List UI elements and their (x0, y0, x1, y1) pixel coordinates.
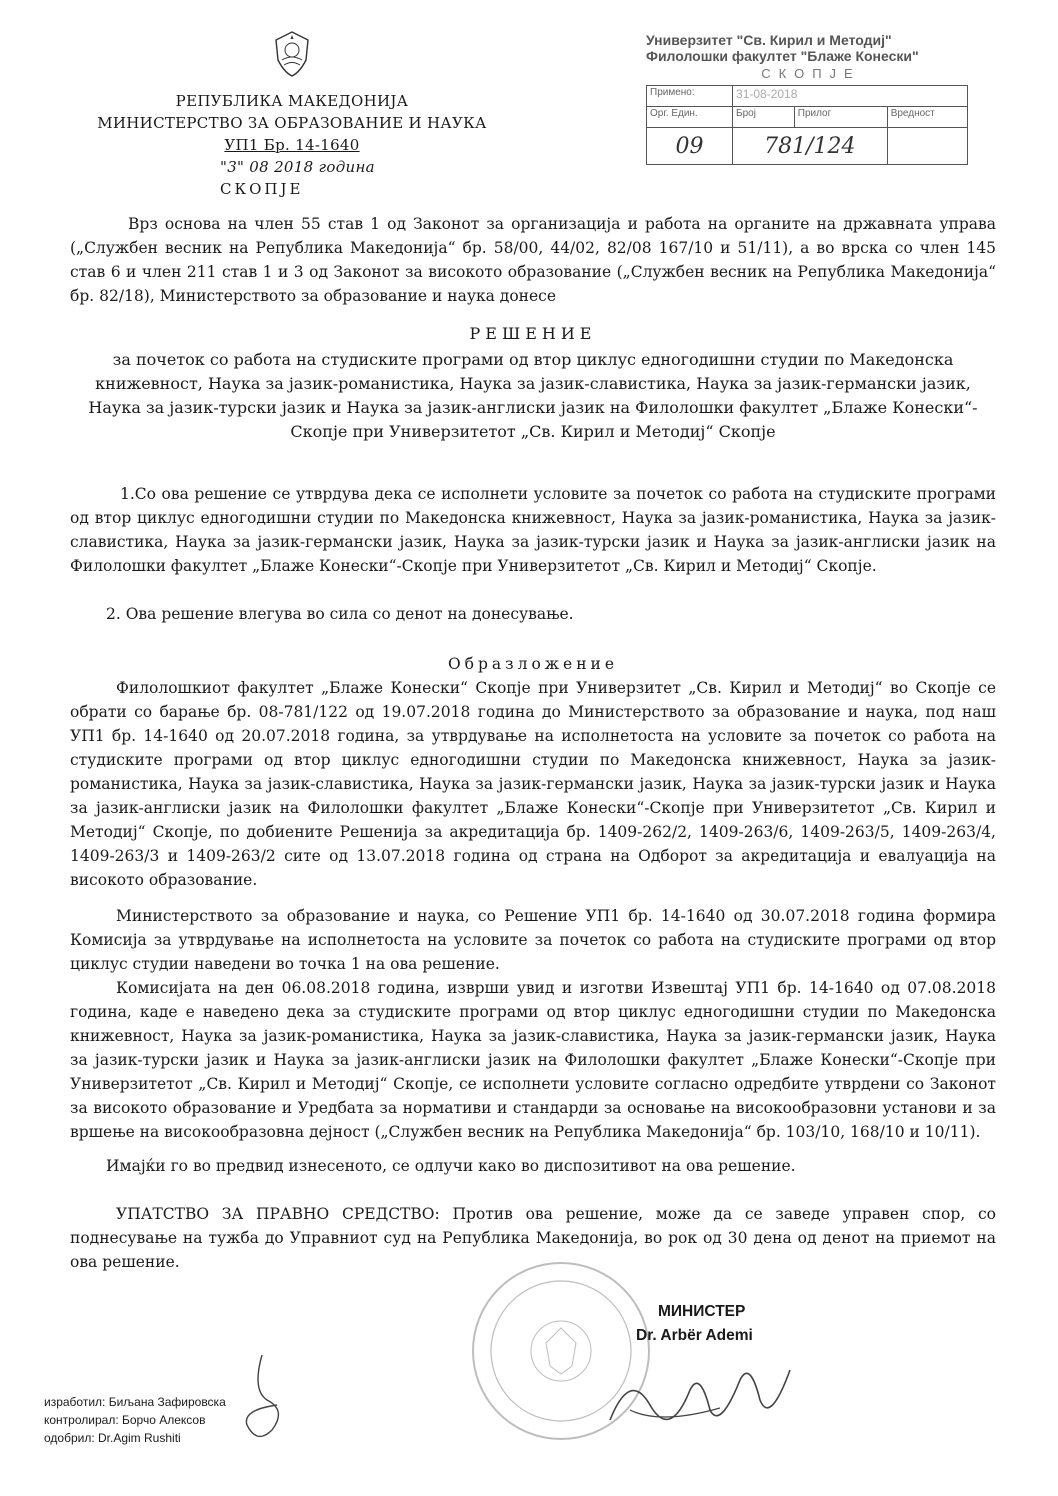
receipt-stamp (646, 32, 976, 165)
credit-prepared: изработил: Биљана Зафировска (44, 1395, 226, 1409)
stamp-col-attachment: Прилог (794, 107, 887, 128)
stamp-col-unit: Орг. Един. (647, 107, 733, 128)
decision-subtitle: за почеток со работа на студиските програми од втор циклус едногодишни студии по Македонска книжевност, Наука за јазик-романистика, Наука за јазик-славистика, Наука за јазик-германски јазик, Наука за јазик-турски јазик и Наука за јазик-англиски јазик на Филолошки факултет „Блаже Конески“-Скопје при Универзитетот „Св. Кирил и Методиј“ Скопје (88, 350, 978, 441)
document-credits (44, 1393, 226, 1447)
signer-name: Dr. Arbër Ademi (636, 1327, 753, 1344)
stamp-col-number: Број (733, 107, 795, 128)
credit-approved: одобрил: Dr.Agim Rushiti (44, 1431, 181, 1445)
minister-signature-icon (600, 1350, 800, 1440)
stamp-hand-unit: 09 (647, 128, 733, 165)
reasoning-title: Образложение (447, 655, 619, 673)
initials-signature-icon (232, 1350, 302, 1450)
signature-block (636, 1300, 753, 1348)
reasoning-paragraph-2: Министерството за образование и наука, со Решение УП1 бр. 14-1640 од 30.07.2018 година формира Комисија за утврдување на исполнетоста на условите за почеток со работа на студиските програми од втор циклус студии наведени во точка 1 на ова решение. (70, 907, 996, 973)
coat-of-arms-icon (272, 30, 312, 78)
city-name: СКОПЈЕ (220, 180, 304, 198)
reasoning-paragraph-4: Имајќи го во предвид изнесеното, се одлучи како во диспозитивот на ова решение. (106, 1157, 796, 1175)
reference-number: УП1 Бр. 14-1640 (224, 136, 360, 154)
stamp-faculty: Филолошки факултет "Блаже Конески" (646, 48, 919, 64)
intro-paragraph: Врз основа на член 55 став 1 од Законот за организација и работа на органите на државната управа („Службен весник на Република Македонија“ бр. 58/00, 44/02, 82/08 167/10 и 51/11), а во врска со член 145 став 6 и член 211 став 1 и 3 од Законот за високото образование („Службен весник на Република Македонија“ бр. 82/18), Министерството за образование и наука донесе (70, 215, 996, 305)
stamp-received-value: 31-08-2018 (733, 86, 968, 107)
signer-role: МИНИСТЕР (658, 1303, 746, 1320)
stamp-university: Универзитет "Св. Кирил и Методиј" (646, 32, 892, 48)
legal-remedy: УПАТСТВО ЗА ПРАВНО СРЕДСТВО: Против ова решение, може да се заведе управен спор, со поднесување на тужба до Управниот суд на Република Македонија, во рок од 30 дена од денот на приемот на ова решение. (70, 1205, 996, 1271)
decision-title: РЕШЕНИЕ (469, 324, 597, 343)
country-name: РЕПУБЛИКА МАКЕДОНИЈА (175, 92, 409, 110)
decision-point-1: 1.Со ова решение се утврдува дека се исполнети условите за почеток со работа на студиските програми од втор циклус едногодишни студии по Македонска книжевност, Наука за јазик-романистика, Наука за јазик-славистика, Наука за јазик-германски јазик, Наука за јазик-турски јазик и Наука за јазик-англиски јазик на Филолошки факултет „Блаже Конески“-Скопје при Универзитетот „Св. Кирил и Методиј“ Скопје. (70, 485, 996, 575)
ministry-name: МИНИСТЕРСТВО ЗА ОБРАЗОВАНИЕ И НАУКА (97, 114, 487, 132)
stamp-hand-number: 781/124 (733, 128, 888, 165)
decision-point-2: 2. Ова решение влегува во сила со денот на донесување. (106, 605, 574, 623)
reasoning-paragraph-1: Филолошкиот факултет „Блаже Конески“ Скопје при Универзитет „Св. Кирил и Методиј“ во Скопје се обрати со барање бр. 08-781/122 од 19.07.2018 година до Министерството за образование и наука, под наш УП1 бр. 14-1640 од 20.07.2018 година, за утврдување на исполнетоста на условите за почеток со работа на студиските програми од втор циклус едногодишни студии по Македонска книжевност, Наука за јазик-романистика, Наука за јазик-славистика, Наука за јазик-германски јазик, Наука за јазик-турски јазик и Наука за јазик-англиски јазик на Филолошки факултет „Блаже Конески“-Скопје при Универзитетот „Св. Кирил и Методиј“ Скопје, по добиените Решенија за акредитација бр. 1409-262/2, 1409-263/6, 1409-263/5, 1409-263/4, 1409-263/3 и 1409-263/2 сите од 13.07.2018 година од страна на Одборот за акредитација и евалуација на високото образование. (70, 679, 996, 889)
stamp-table (646, 85, 968, 165)
document-header (92, 30, 492, 200)
reasoning-paragraph-3: Комисијата на ден 06.08.2018 година, изврши увид и изготви Извештај УП1 бр. 14-1640 од 07.08.2018 година, каде е наведено дека за студиските програми од втор циклус едногодишни студии по Македонска книжевност, Наука за јазик-романистика, Наука за јазик-славистика, Наука за јазик-германски јазик, Наука за јазик-турски јазик и Наука за јазик-англиски јазик на Филолошки факултет „Блаже Конески“-Скопје при Универзитетот „Св. Кирил и Методиј“ Скопје, се исполнети условите согласно одредбите утврдени со Законот за високото образование и Уредбата за нормативи и стандарди за основање на високообразовни установи и за вршење на високообразовна дејност („Службен весник на Република Македонија“ бр. 103/10, 168/10 и 10/11). (70, 979, 996, 1141)
stamp-col-value: Вредност (887, 107, 967, 128)
credit-controlled: контролирал: Борчо Алексов (44, 1413, 206, 1427)
stamp-received-label: Примено: (647, 86, 733, 107)
handwritten-date: "3" 08 2018 година (220, 158, 375, 176)
stamp-city: СКОПЈЕ (761, 66, 861, 81)
